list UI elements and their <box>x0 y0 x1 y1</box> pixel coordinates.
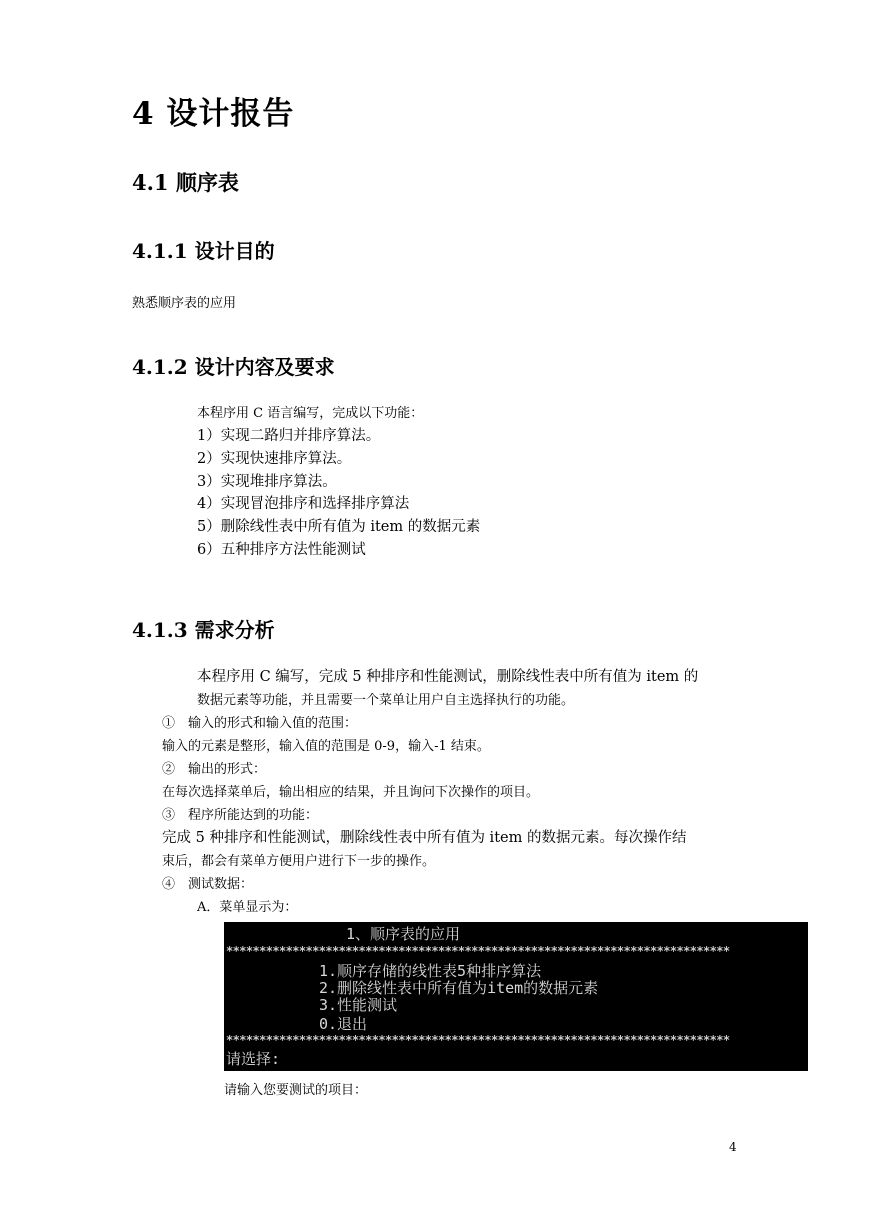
subsection-title-content: 4.1.2 设计内容及要求 <box>132 355 335 379</box>
content-intro: 本程序用 C 语言编写，完成以下功能： <box>197 406 424 421</box>
point4-label: ④ 测试数据： <box>162 877 254 892</box>
after-console-text: 请输入您要测试的项目： <box>224 1083 368 1098</box>
console-option: 1.顺序存储的线性表5种排序算法 <box>319 962 542 980</box>
content-item: 1）实现二路归并排序算法。 <box>197 428 381 444</box>
subsection-title-purpose: 4.1.1 设计目的 <box>132 239 275 263</box>
point3-text-line2: 束后，都会有菜单方便用户进行下一步的操作。 <box>162 854 436 869</box>
point3-text-line1: 完成 5 种排序和性能测试，删除线性表中所有值为 item 的数据元素。每次操作结 <box>162 830 687 846</box>
page-number: 4 <box>729 1140 737 1154</box>
chapter-title: 4 设计报告 <box>132 96 295 132</box>
console-screenshot <box>224 922 808 1071</box>
console-prompt: 请选择: <box>226 1050 281 1068</box>
content-item: 4）实现冒泡排序和选择排序算法 <box>197 496 410 512</box>
point2-text: 在每次选择菜单后，输出相应的结果，并且询问下次操作的项目。 <box>162 785 540 800</box>
content-item: 5）删除线性表中所有值为 item 的数据元素 <box>197 519 481 535</box>
point1-text: 输入的元素是整形，输入值的范围是 0-9，输入-1 结束。 <box>162 739 490 754</box>
point1-label: ① 输入的形式和输入值的范围： <box>162 716 358 731</box>
section-title: 4.1 顺序表 <box>132 170 239 195</box>
purpose-text: 熟悉顺序表的应用 <box>132 296 237 311</box>
console-title: 1、顺序表的应用 <box>346 925 461 943</box>
analysis-para-line2: 数据元素等功能，并且需要一个菜单让用户自主选择执行的功能。 <box>197 693 575 708</box>
console-option: 0.退出 <box>319 1015 368 1033</box>
analysis-para-line1: 本程序用 C 编写，完成 5 种排序和性能测试，删除线性表中所有值为 item 的 <box>197 669 699 685</box>
console-option: 2.删除线性表中所有值为item的数据元素 <box>319 979 599 997</box>
point2-label: ② 输出的形式： <box>162 762 267 777</box>
content-item: 3）实现堆排序算法。 <box>197 474 337 490</box>
subsection-title-analysis: 4.1.3 需求分析 <box>132 618 275 642</box>
console-option: 3.性能测试 <box>319 996 398 1014</box>
content-item: 6）五种排序方法性能测试 <box>197 542 366 558</box>
menu-caption: A．菜单显示为： <box>197 900 298 915</box>
console-stars-bottom: **************************************************************************** <box>226 1033 730 1047</box>
point3-label: ③ 程序所能达到的功能： <box>162 808 319 823</box>
content-item: 2）实现快速排序算法。 <box>197 451 352 467</box>
console-stars-top: **************************************************************************** <box>226 944 730 958</box>
